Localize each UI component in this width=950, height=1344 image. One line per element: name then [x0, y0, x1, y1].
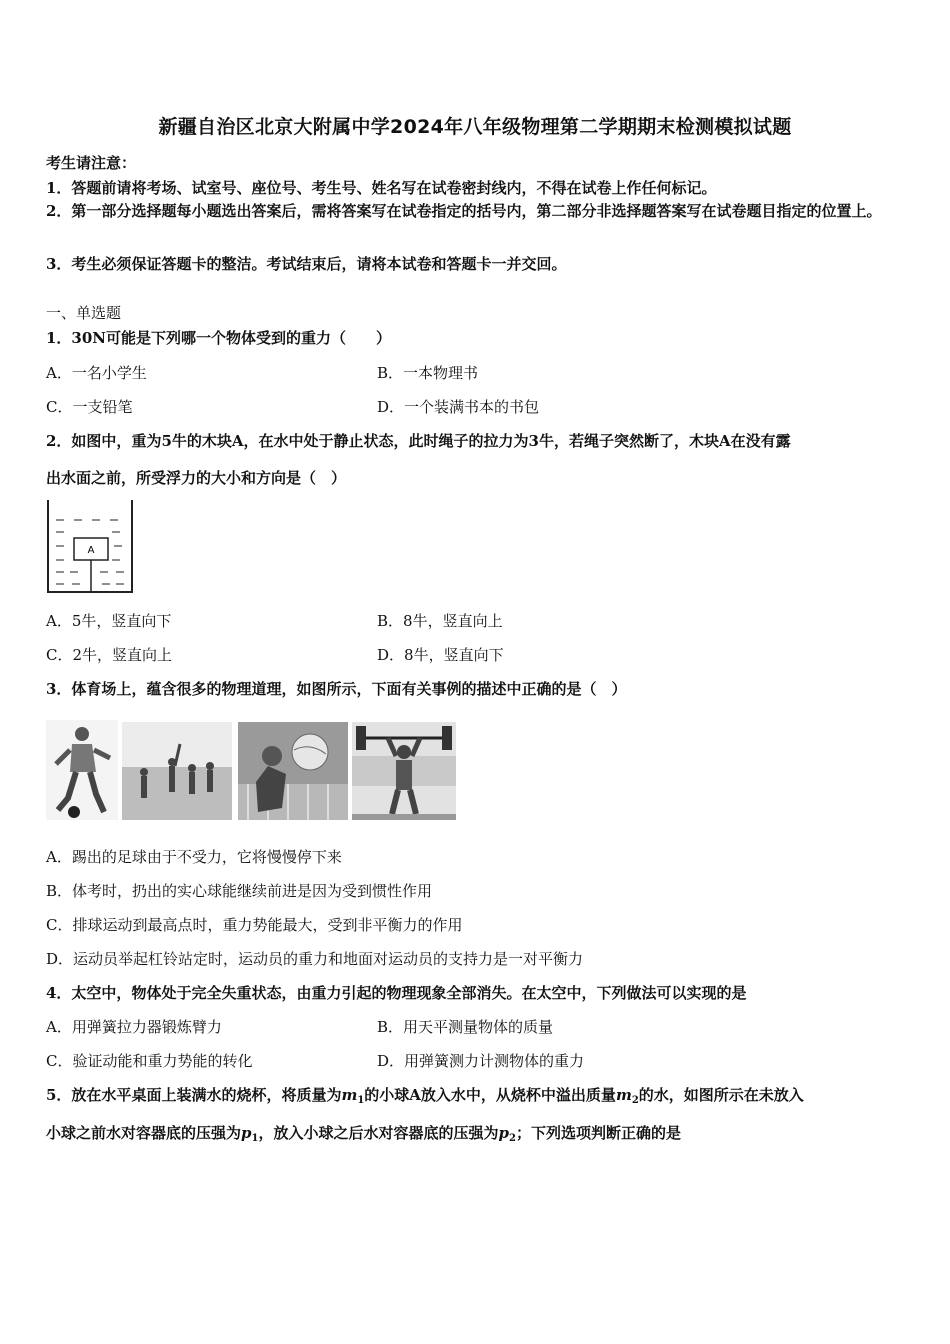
question-1-stem: 1．30N可能是下列哪一个物体受到的重力（ ） [46, 329, 392, 347]
question-2-stem-line-1: 2．如图中，重为5牛的木块A，在水中处于静止状态，此时绳子的拉力为3牛，若绳子突然断了，木块A在没有露 [46, 432, 791, 450]
volleyball-photo [238, 722, 348, 820]
exam-title: 新疆自治区北京大附属中学2024年八年级物理第二学期期末检测模拟试题 [158, 116, 792, 138]
notice-item-2: 2．第一部分选择题每小题选出答案后，需将答案写在试卷指定的括号内，第二部分非选择题答案写在试卷题目指定的位置上。 [46, 202, 882, 220]
question-4-stem: 4．太空中，物体处于完全失重状态，由重力引起的物理现象全部消失。在太空中，下列做法可以实现的是 [46, 984, 747, 1002]
question-4-option-b: B．用天平测量物体的质量 [377, 1018, 554, 1036]
notice-heading: 考生请注意： [46, 154, 137, 172]
question-2-option-a: A．5牛，竖直向下 [46, 612, 172, 630]
question-4-option-a: A．用弹簧拉力器锻炼臂力 [46, 1018, 222, 1036]
question-3-option-d: D．运动员举起杠铃站定时，运动员的重力和地面对运动员的支持力是一对平衡力 [46, 950, 584, 968]
question-3-option-a: A．踢出的足球由于不受力，它将慢慢停下来 [46, 848, 342, 866]
question-3-option-c: C．排球运动到最高点时，重力势能最大，受到非平衡力的作用 [46, 916, 463, 934]
question-1-option-a: A．一名小学生 [46, 364, 147, 382]
question-3-option-b: B．体考时，扔出的实心球能继续前进是因为受到惯性作用 [46, 882, 433, 900]
question-1-option-c: C．一支铅笔 [46, 398, 133, 416]
question-3-stem: 3．体育场上，蕴含很多的物理道理，如图所示，下面有关事例的描述中正确的是（ ） [46, 680, 627, 698]
notice-item-3: 3．考生必须保证答题卡的整洁。考试结束后，请将本试卷和答题卡一并交回。 [46, 255, 567, 273]
question-2-option-d: D．8牛，竖直向下 [377, 646, 504, 664]
question-2-option-b: B．8牛，竖直向上 [377, 612, 503, 630]
notice-item-1: 1．答题前请将考场、试室号、座位号、考生号、姓名写在试卷密封线内，不得在试卷上作任何标记。 [46, 179, 717, 197]
question-2-option-c: C．2牛，竖直向上 [46, 646, 173, 664]
soccer-kick-photo [46, 720, 118, 820]
question-4-option-c: C．验证动能和重力势能的转化 [46, 1052, 253, 1070]
question-2-stem-line-2: 出水面之前，所受浮力的大小和方向是（ ） [46, 469, 347, 487]
question-5-stem-line-2: 小球之前水对容器底的压强为$p_1$，放入小球之后水对容器底的压强为$p_2$；下列选项判断正确的是 [46, 1124, 681, 1144]
section-heading: 一、单选题 [46, 304, 122, 322]
water-container-figure [46, 498, 136, 596]
question-4-option-d: D．用弹簧测力计测物体的重力 [377, 1052, 585, 1070]
shot-put-photo [122, 722, 232, 820]
question-1-option-d: D．一个装满书本的书包 [377, 398, 540, 416]
block-a-label: A [87, 545, 95, 556]
question-5-stem-line-1: 5．放在水平桌面上装满水的烧杯，将质量为$m_1$的小球A放入水中，从烧杯中溢出质量$m_2$的水，如图所示在未放入 [46, 1086, 804, 1106]
weightlifting-photo [352, 722, 456, 820]
question-1-option-b: B．一本物理书 [377, 364, 479, 382]
